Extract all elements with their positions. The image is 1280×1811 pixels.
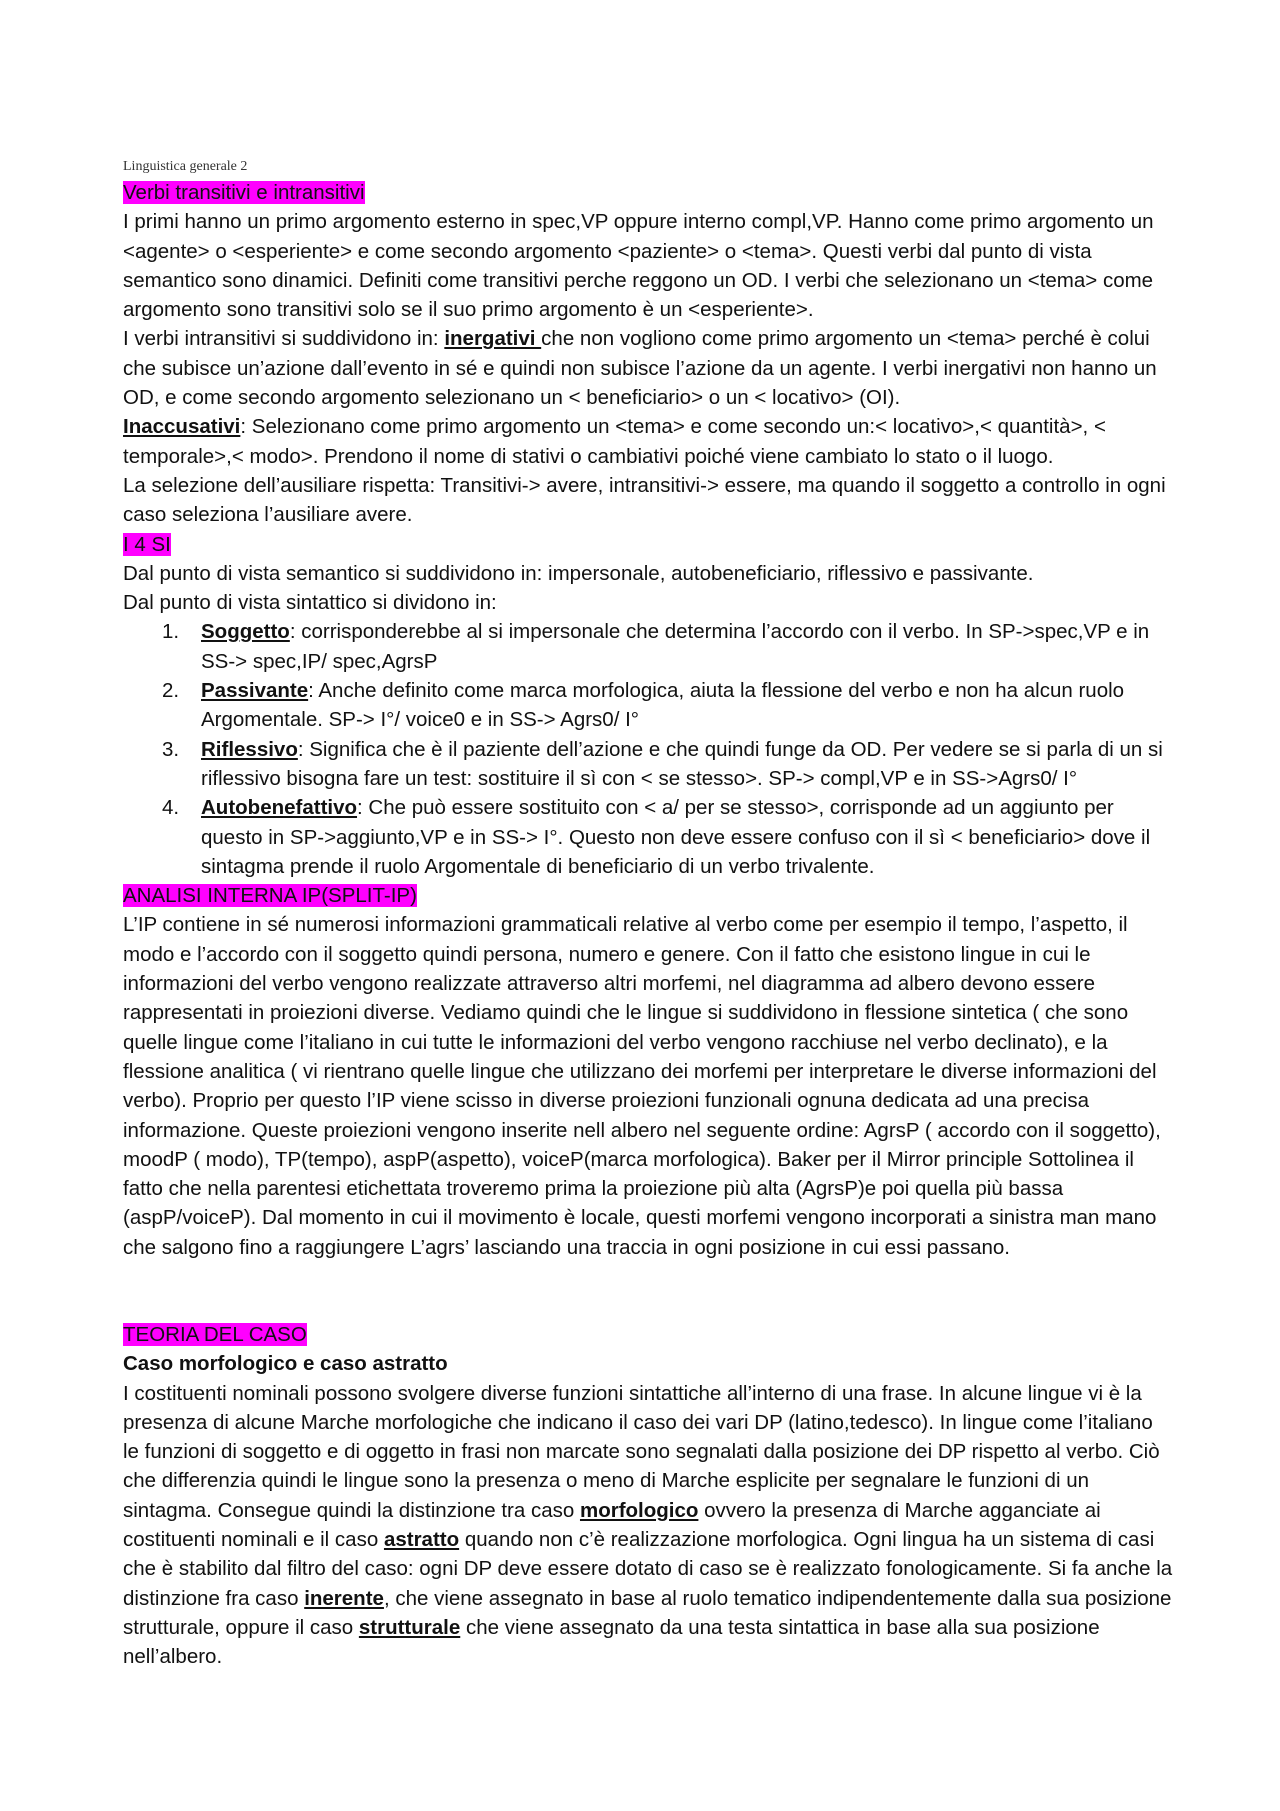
key-term: Riflessivo (201, 737, 298, 761)
document-content (123, 158, 1173, 1672)
paragraph (123, 1379, 1173, 1672)
text-run: : Anche definito come marca morfologica, aiuta la flessione del verbo e non ha alcun ruolo Argomentale. SP-> I°/ voice0 e in SS-> Agrs0/ I° (201, 679, 1125, 732)
key-term: Passivante (201, 679, 309, 703)
text-run: che non vogliono come primo argomento un <tema> perché è colui che subisce un’azione dall’evento in sé e quindi non subisce l’azione da un agente. I verbi inergativi non hanno un OD, e come secondo argomento selezionano un < beneficiario> o un < locativo> (OI). (123, 327, 1157, 410)
numbered-list (123, 617, 1173, 881)
section-heading-verbi (123, 178, 1173, 207)
list-item (123, 735, 1173, 794)
key-term: Soggetto (201, 620, 290, 644)
paragraph: La selezione dell’ausiliare rispetta: Transitivi-> avere, intransitivi-> essere, ma quando il soggetto a controllo in ogni caso seleziona l’ausiliare avere. (123, 473, 1166, 527)
text-run: : Significa che è il paziente dell’azione e che quindi funge da OD. Per vedere se si parla di un si riflessivo bisogna fare un test: sostituire il sì con < se stesso>. SP-> compl,VP e in SS->Agrs0/ I° (201, 737, 1163, 790)
section-heading-si (123, 530, 1173, 559)
list-number: 3. (162, 737, 180, 761)
key-term: Inaccusativi (123, 415, 241, 439)
subheading: Caso morfologico e caso astratto (123, 1352, 448, 1376)
paragraph: Dal punto di vista sintattico si dividono in: (123, 591, 497, 615)
key-term: morfologico (579, 1498, 699, 1522)
list-number: 4. (162, 796, 180, 820)
paragraph (123, 412, 1173, 471)
list-item (123, 617, 1173, 676)
section-heading-caso (123, 1320, 1173, 1349)
key-term: inerente (304, 1586, 384, 1610)
text-run: : Selezionano come primo argomento un <tema> e come secondo un:< locativo>,< quantità>, < temporale>,< modo>. Prendono il nome di stativi o cambiativi poiché viene cambiato lo stato o il luogo. (123, 415, 1106, 468)
list-item (123, 676, 1173, 735)
paragraph (123, 324, 1173, 412)
key-term: astratto (383, 1528, 460, 1552)
key-term: Autobenefattivo (201, 796, 358, 820)
key-term: inergativi (444, 327, 542, 351)
text-run: che viene assegnato da una testa sintattica in base alla sua posizione nell’albero. (123, 1615, 1100, 1669)
list-number: 2. (162, 679, 180, 703)
paragraph: I primi hanno un primo argomento esterno in spec,VP oppure interno compl,VP. Hanno come primo argomento un <agente> o <esperiente> e come secondo argomento <paziente> o <tema>. Questi verbi dal punto di vista semantico sono dinamici. Definiti come transitivi perche reggono un OD. I verbi che selezionano un <tema> come argomento sono transitivi solo se il suo primo argomento è un <esperiente>. (123, 210, 1154, 322)
section-heading-ip (123, 881, 1173, 910)
paragraph: Dal punto di vista semantico si suddividono in: impersonale, autobeneficiario, riflessivo e passivante. (123, 561, 1034, 585)
text-run: ovvero la presenza di Marche agganciate ai costituenti nominali e il caso (123, 1498, 1101, 1552)
text-run: I costituenti nominali possono svolgere diverse funzioni sintattiche all’interno di una frase. In alcune lingue vi è la presenza di alcune Marche morfologiche che indicano il caso dei vari DP (latino,tedesco). In lingue come l’italiano le funzioni di soggetto e di oggetto in frasi non marcate sono segnalati dalla posizione dei DP rispetto al verbo. Ciò che differenzia quindi le lingue sono la presenza o meno di Marche esplicite per segnalare le funzioni di un sintagma. Consegue quindi la distinzione tra caso (123, 1381, 1160, 1522)
list-item (123, 793, 1173, 881)
highlighted-title: ANALISI INTERNA IP(SPLIT-IP) (123, 884, 417, 908)
highlighted-title: Verbi transitivi e intransitivi (123, 181, 365, 204)
key-term: strutturale (358, 1615, 461, 1639)
spacer (123, 1262, 1173, 1320)
text-run: : corrisponderebbe al si impersonale che determina l’accordo con il verbo. In SP->spec,VP e in SS-> spec,IP/ spec,AgrsP (201, 620, 1150, 673)
text-run: , che viene assegnato in base al ruolo tematico indipendentemente dalla sua posizione strutturale, oppure il caso (123, 1586, 1172, 1639)
highlighted-title: I 4 SI (123, 532, 171, 556)
paragraph: L’IP contiene in sé numerosi informazioni grammaticali relative al verbo come per esempio il tempo, l’aspetto, il modo e l’accordo con il soggetto quindi persona, numero e genere. Con il fatto che esistono lingue in cui le informazioni del verbo vengono realizzate attraverso altri morfemi, nel diagramma ad albero devono essere rappresentati in proiezioni diverse. Vediamo quindi che le lingue si suddividono in flessione sintetica ( che sono quelle lingue come l’italiano in cui tutte le informazioni del verbo vengono racchiuse nel verbo declinato), e la flessione analitica ( vi rientrano quelle lingue che utilizzano dei morfemi per interpretare le diverse informazioni del verbo). Proprio per questo l’IP viene scisso in diverse proiezioni funzionali ognuna dedicata ad una precisa informazione. Queste proiezioni vengono inserite nell albero nel seguente ordine: AgrsP ( accordo con il soggetto), moodP ( modo), TP(tempo), aspP(aspetto), voiceP(marca morfologica). Baker per il Mirror principle Sottolinea il fatto che nella parentesi etichettata troveremo prima la proiezione più alta (AgrsP)e poi quella più bassa (aspP/voiceP). Dal momento in cui il movimento è locale, questi morfemi vengono incorporati a sinistra man mano che salgono fino a raggiungere L’agrs’ lasciando una traccia in ogni posizione in cui essi passano. (123, 913, 1161, 1259)
text-run: quando non c’è realizzazione morfologica. Ogni lingua ha un sistema di casi che è stabilito dal filtro del caso: ogni DP deve essere dotato di caso se è realizzato fonologicamente. Si fa anche la distinzione fra caso (123, 1528, 1173, 1610)
page-header: Linguistica generale 2 (123, 159, 248, 174)
text-run: I verbi intransitivi si suddividono in: (123, 327, 445, 351)
text-run: : Che può essere sostituito con < a/ per se stesso>, corrisponde ad un aggiunto per questo in SP->aggiunto,VP e in SS-> I°. Questo non deve essere confuso con il sì < beneficiario> dove il sintagma prende il ruolo Argomentale di beneficiario di un verbo trivalente. (201, 796, 1151, 878)
highlighted-title: TEORIA DEL CASO (123, 1322, 307, 1346)
list-number: 1. (162, 620, 180, 644)
